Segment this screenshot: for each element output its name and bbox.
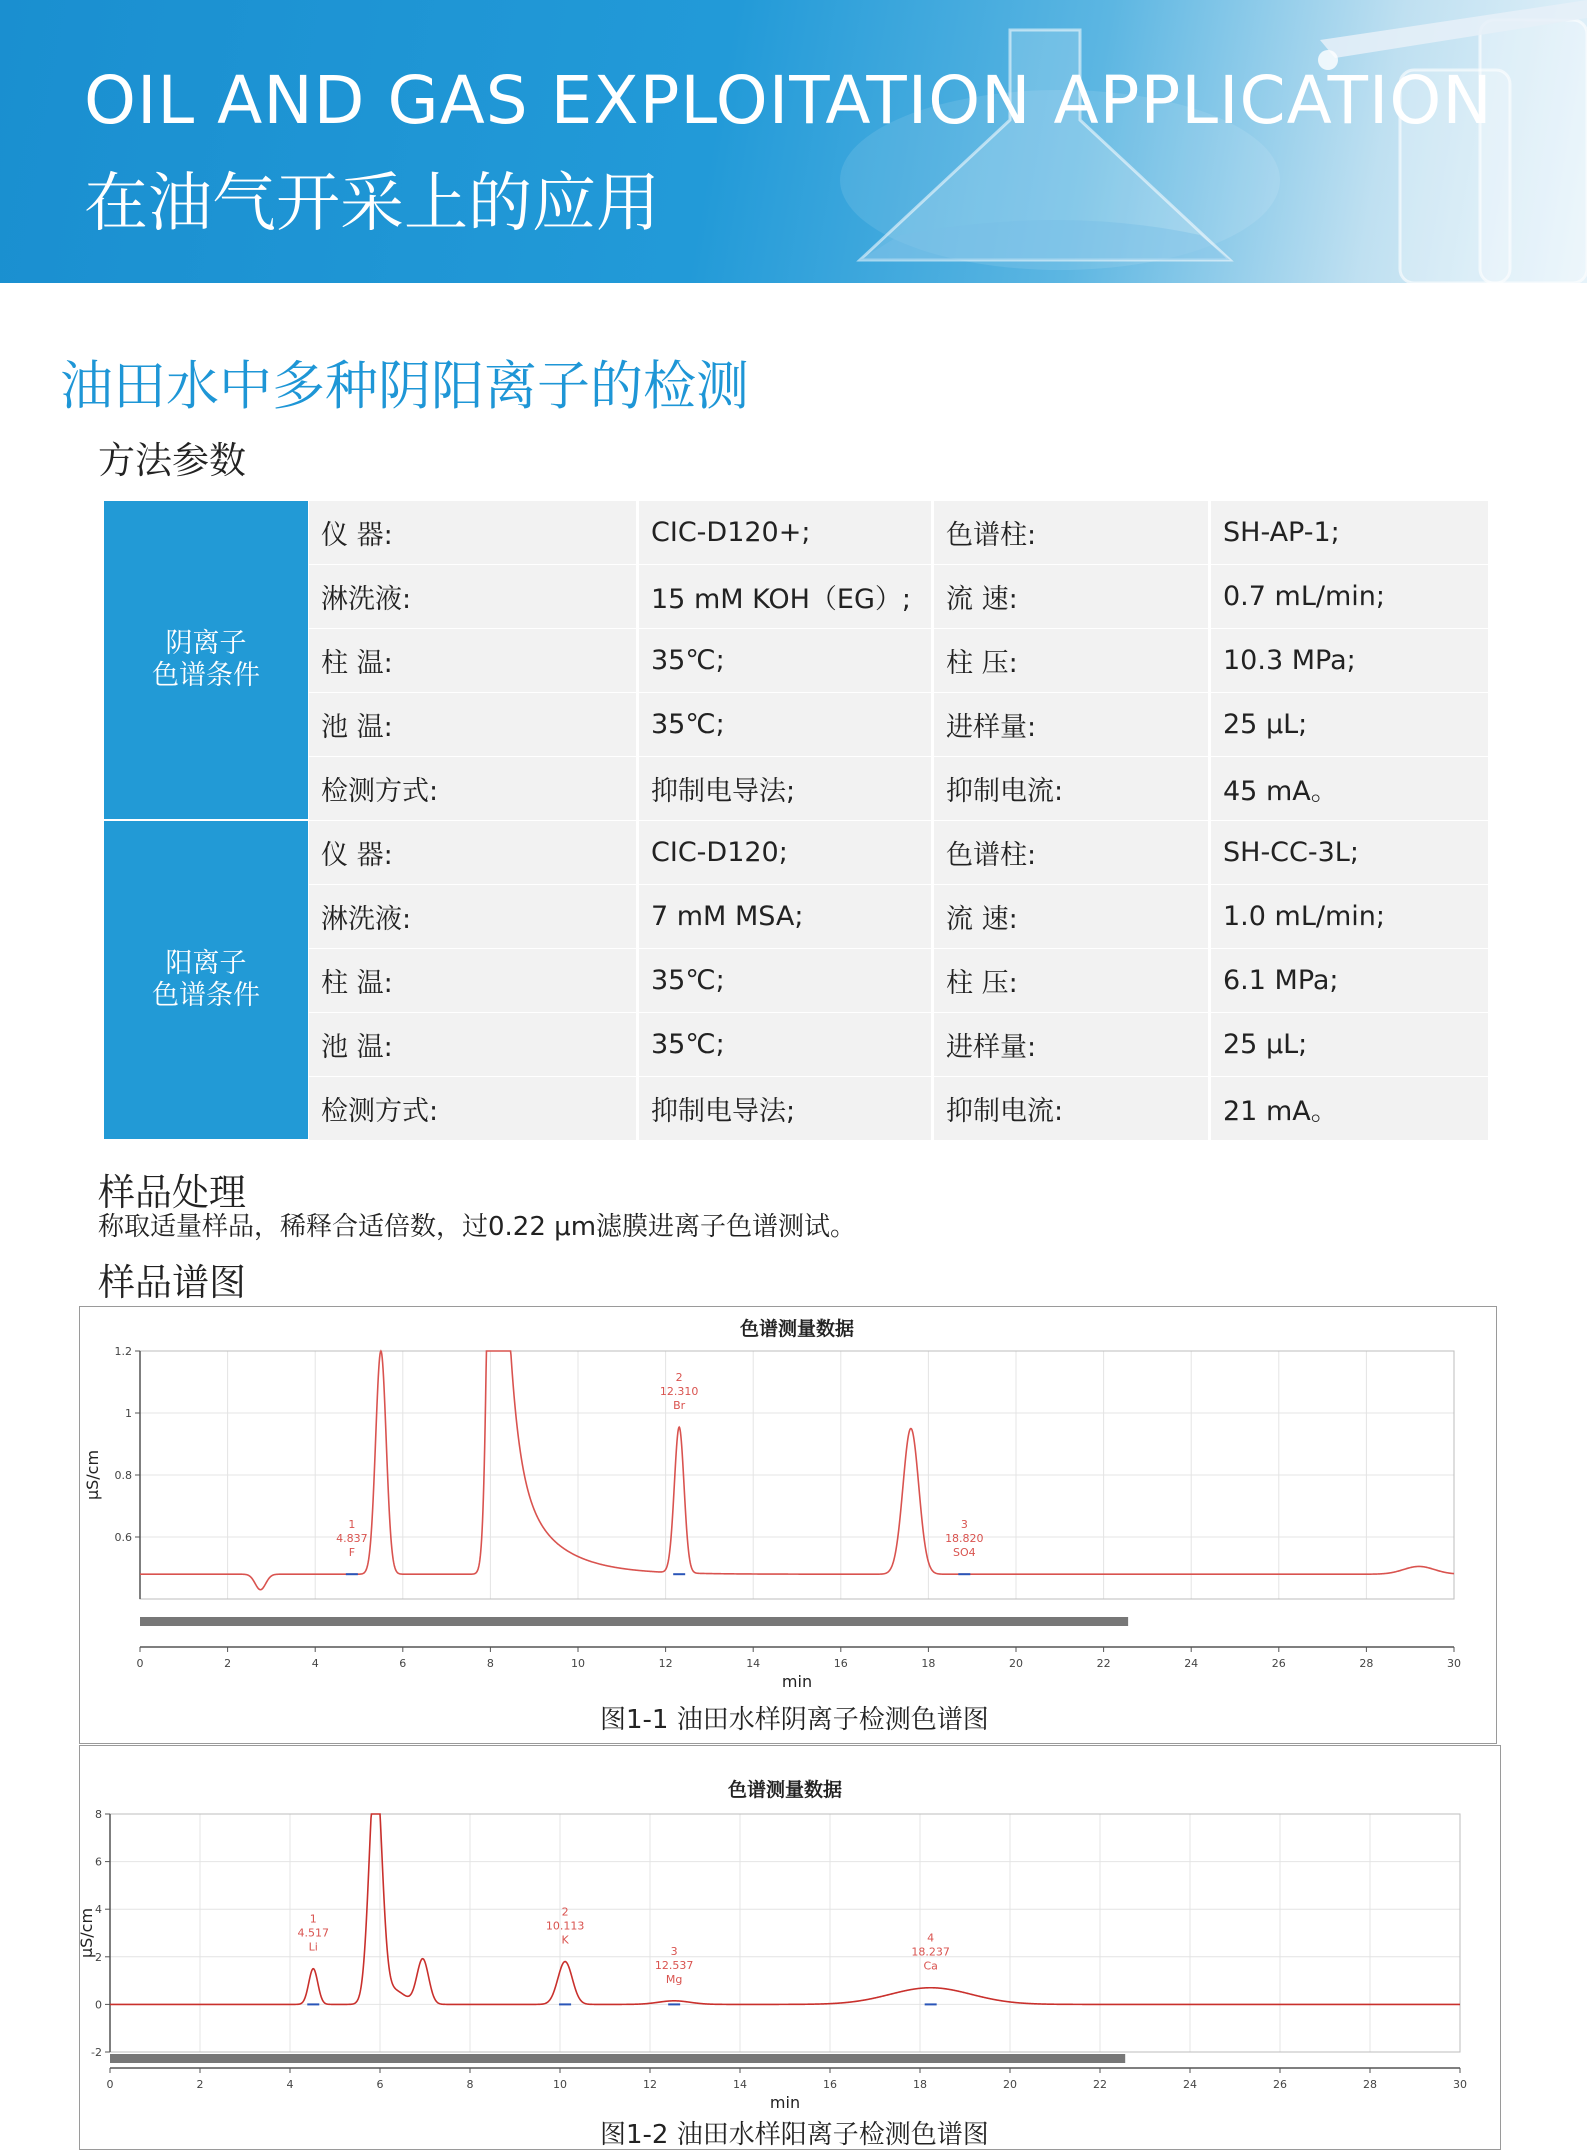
- param-value: CIC-D120;: [636, 821, 931, 885]
- peak-label: 1: [348, 1518, 356, 1532]
- peak-label: Li: [308, 1940, 318, 1954]
- peak-label: 4.837: [336, 1532, 368, 1546]
- param-value: 15 mM KOH（EG）;: [636, 565, 931, 629]
- x-tick-label: 14: [733, 2078, 747, 2091]
- x-tick-label: 6: [376, 2078, 384, 2091]
- param-value: 35℃;: [636, 949, 931, 1013]
- param-label: 进样量:: [931, 693, 1208, 757]
- spectra-heading: 样品谱图: [98, 1261, 246, 1304]
- cation-conditions-label: [104, 821, 308, 1141]
- param-label: 进样量:: [931, 1013, 1208, 1077]
- x-tick-label: 8: [466, 2078, 474, 2091]
- y-tick-label: 4: [95, 1903, 102, 1917]
- peak-label: Mg: [665, 1972, 683, 1986]
- time-scrollbar: [140, 1617, 1128, 1626]
- param-label: 柱 压:: [931, 949, 1208, 1013]
- method-params-table: [104, 501, 1488, 1141]
- x-tick-label: 16: [833, 1657, 848, 1670]
- table-row: [104, 885, 1488, 949]
- table-row: [104, 565, 1488, 629]
- x-tick-label: 8: [486, 1657, 494, 1670]
- y-tick-label: -2: [91, 2046, 102, 2059]
- group-name-line2: 色谱条件: [152, 980, 260, 1011]
- x-tick-label: 24: [1183, 2078, 1197, 2091]
- time-scrollbar: [110, 2054, 1125, 2063]
- x-tick-label: 12: [658, 1657, 673, 1670]
- x-tick-label: 30: [1453, 2078, 1467, 2091]
- table-row: [104, 949, 1488, 1013]
- anion-chromatogram: [80, 1307, 1496, 1743]
- y-tick-label: 1: [125, 1407, 132, 1420]
- group-name-line2: 色谱条件: [152, 660, 260, 691]
- y-tick-label: 1.2: [114, 1345, 132, 1358]
- group-name-line1: 阳离子: [165, 948, 247, 979]
- y-axis-label: μS/cm: [77, 1907, 96, 1959]
- anion-conditions-label: [104, 501, 308, 821]
- peak-label: 3: [960, 1518, 968, 1532]
- x-tick-label: 18: [913, 2078, 927, 2091]
- peak-label: 18.237: [911, 1945, 950, 1959]
- sample-heading: 样品处理: [98, 1171, 246, 1214]
- param-label: 柱 压:: [931, 629, 1208, 693]
- param-value: 抑制电导法;: [636, 1077, 931, 1141]
- param-value: 25 μL;: [1208, 1013, 1488, 1077]
- param-label: 检测方式:: [308, 757, 636, 821]
- param-label: 色谱柱:: [931, 821, 1208, 885]
- x-tick-label: 22: [1093, 2078, 1107, 2091]
- x-tick-label: 20: [1003, 2078, 1017, 2091]
- table-row: [104, 693, 1488, 757]
- x-tick-label: 26: [1271, 1657, 1286, 1670]
- table-row: [104, 821, 1488, 885]
- x-tick-label: 24: [1184, 1657, 1199, 1670]
- x-tick-label: 16: [823, 2078, 837, 2091]
- x-tick-label: 12: [643, 2078, 657, 2091]
- param-value: 6.1 MPa;: [1208, 949, 1488, 1013]
- param-value: 21 mA。: [1208, 1077, 1488, 1141]
- x-tick-label: 2: [196, 2078, 204, 2091]
- peak-label: 1: [309, 1912, 317, 1926]
- param-value: 35℃;: [636, 693, 931, 757]
- x-tick-label: 26: [1273, 2078, 1287, 2091]
- param-label: 抑制电流:: [931, 1077, 1208, 1141]
- method-heading: 方法参数: [98, 439, 246, 482]
- param-label: 仪 器:: [308, 821, 636, 885]
- y-tick-label: 0.8: [114, 1469, 132, 1482]
- x-axis-label: min: [781, 1672, 813, 1691]
- x-tick-label: 18: [921, 1657, 936, 1670]
- x-tick-label: 6: [399, 1657, 407, 1670]
- peak-label: 18.820: [945, 1532, 984, 1546]
- x-tick-label: 30: [1447, 1657, 1461, 1670]
- param-value: 0.7 mL/min;: [1208, 565, 1488, 629]
- param-label: 淋洗液:: [308, 565, 636, 629]
- anion-chromatogram-frame: [79, 1306, 1497, 1744]
- chart-title: 色谱测量数据: [727, 1779, 843, 1801]
- peak-label: 4: [927, 1931, 935, 1945]
- param-value: CIC-D120+;: [636, 501, 931, 565]
- x-tick-label: 28: [1363, 2078, 1377, 2091]
- peak-label: Ca: [923, 1959, 938, 1973]
- table-row: [104, 1013, 1488, 1077]
- x-tick-label: 4: [286, 2078, 294, 2091]
- x-tick-label: 0: [136, 1657, 144, 1670]
- param-value: 35℃;: [636, 1013, 931, 1077]
- figure-caption: 图1-2 油田水样阳离子检测色谱图: [600, 2120, 989, 2150]
- peak-label: SO4: [952, 1546, 976, 1560]
- param-label: 色谱柱:: [931, 501, 1208, 565]
- peak-label: 10.113: [545, 1919, 585, 1933]
- param-value: SH-AP-1;: [1208, 501, 1488, 565]
- peak-label: 3: [670, 1944, 678, 1958]
- param-label: 池 温:: [308, 693, 636, 757]
- peak-label: 2: [675, 1371, 683, 1385]
- param-value: 35℃;: [636, 629, 931, 693]
- param-label: 流 速:: [931, 565, 1208, 629]
- header-banner: [0, 0, 1587, 283]
- section-title: 油田水中多种阴阳离子的检测: [60, 356, 749, 417]
- param-label: 池 温:: [308, 1013, 636, 1077]
- peak-label: F: [348, 1546, 356, 1560]
- table-row: [104, 501, 1488, 565]
- param-label: 抑制电流:: [931, 757, 1208, 821]
- table-row: [104, 1077, 1488, 1141]
- param-label: 流 速:: [931, 885, 1208, 949]
- param-value: 45 mA。: [1208, 757, 1488, 821]
- peak-label: 4.517: [297, 1926, 330, 1940]
- peak-label: 2: [561, 1905, 569, 1919]
- cation-chromatogram-frame: [79, 1745, 1501, 2150]
- param-label: 淋洗液:: [308, 885, 636, 949]
- param-value: 1.0 mL/min;: [1208, 885, 1488, 949]
- param-value: 25 μL;: [1208, 693, 1488, 757]
- banner-title-en: OIL AND GAS EXPLOITATION APPLICATION: [84, 62, 1493, 139]
- table-row: [104, 757, 1488, 821]
- x-tick-label: 4: [311, 1657, 319, 1670]
- param-label: 检测方式:: [308, 1077, 636, 1141]
- param-value: SH-CC-3L;: [1208, 821, 1488, 885]
- param-label: 柱 温:: [308, 949, 636, 1013]
- x-tick-label: 10: [571, 1657, 585, 1670]
- y-tick-label: 0.6: [114, 1531, 132, 1544]
- param-value: 10.3 MPa;: [1208, 629, 1488, 693]
- chromatogram-trace: [140, 1351, 1454, 1590]
- x-tick-label: 0: [106, 2078, 114, 2091]
- param-value: 抑制电导法;: [636, 757, 931, 821]
- peak-label: Br: [673, 1399, 686, 1413]
- x-tick-label: 22: [1096, 1657, 1111, 1670]
- group-name-line1: 阴离子: [165, 628, 247, 659]
- y-tick-label: 0: [95, 1998, 102, 2012]
- x-tick-label: 14: [746, 1657, 761, 1670]
- x-tick-label: 20: [1009, 1657, 1023, 1670]
- cation-chromatogram: [77, 1746, 1500, 2149]
- x-tick-label: 10: [553, 2078, 567, 2091]
- param-label: 仪 器:: [308, 501, 636, 565]
- figure-caption: 图1-1 油田水样阴离子检测色谱图: [600, 1705, 989, 1735]
- chart-title: 色谱测量数据: [739, 1318, 855, 1340]
- y-tick-label: 8: [95, 1808, 102, 1821]
- x-axis-label: min: [769, 2093, 801, 2112]
- banner-title-cn: 在油气开采上的应用: [84, 167, 660, 241]
- y-axis-label: μS/cm: [83, 1449, 102, 1501]
- table-row: [104, 629, 1488, 693]
- param-label: 柱 温:: [308, 629, 636, 693]
- x-tick-label: 2: [224, 1657, 232, 1670]
- peak-label: 12.537: [654, 1958, 694, 1972]
- sample-description: 称取适量样品，稀释合适倍数，过0.22 μm滤膜进离子色谱测试。: [98, 1212, 857, 1242]
- peak-label: K: [561, 1933, 569, 1947]
- y-tick-label: 6: [95, 1855, 102, 1869]
- x-tick-label: 28: [1359, 1657, 1374, 1670]
- peak-label: 12.310: [659, 1385, 699, 1399]
- param-value: 7 mM MSA;: [636, 885, 931, 949]
- y-tick-label: 2: [95, 1950, 102, 1964]
